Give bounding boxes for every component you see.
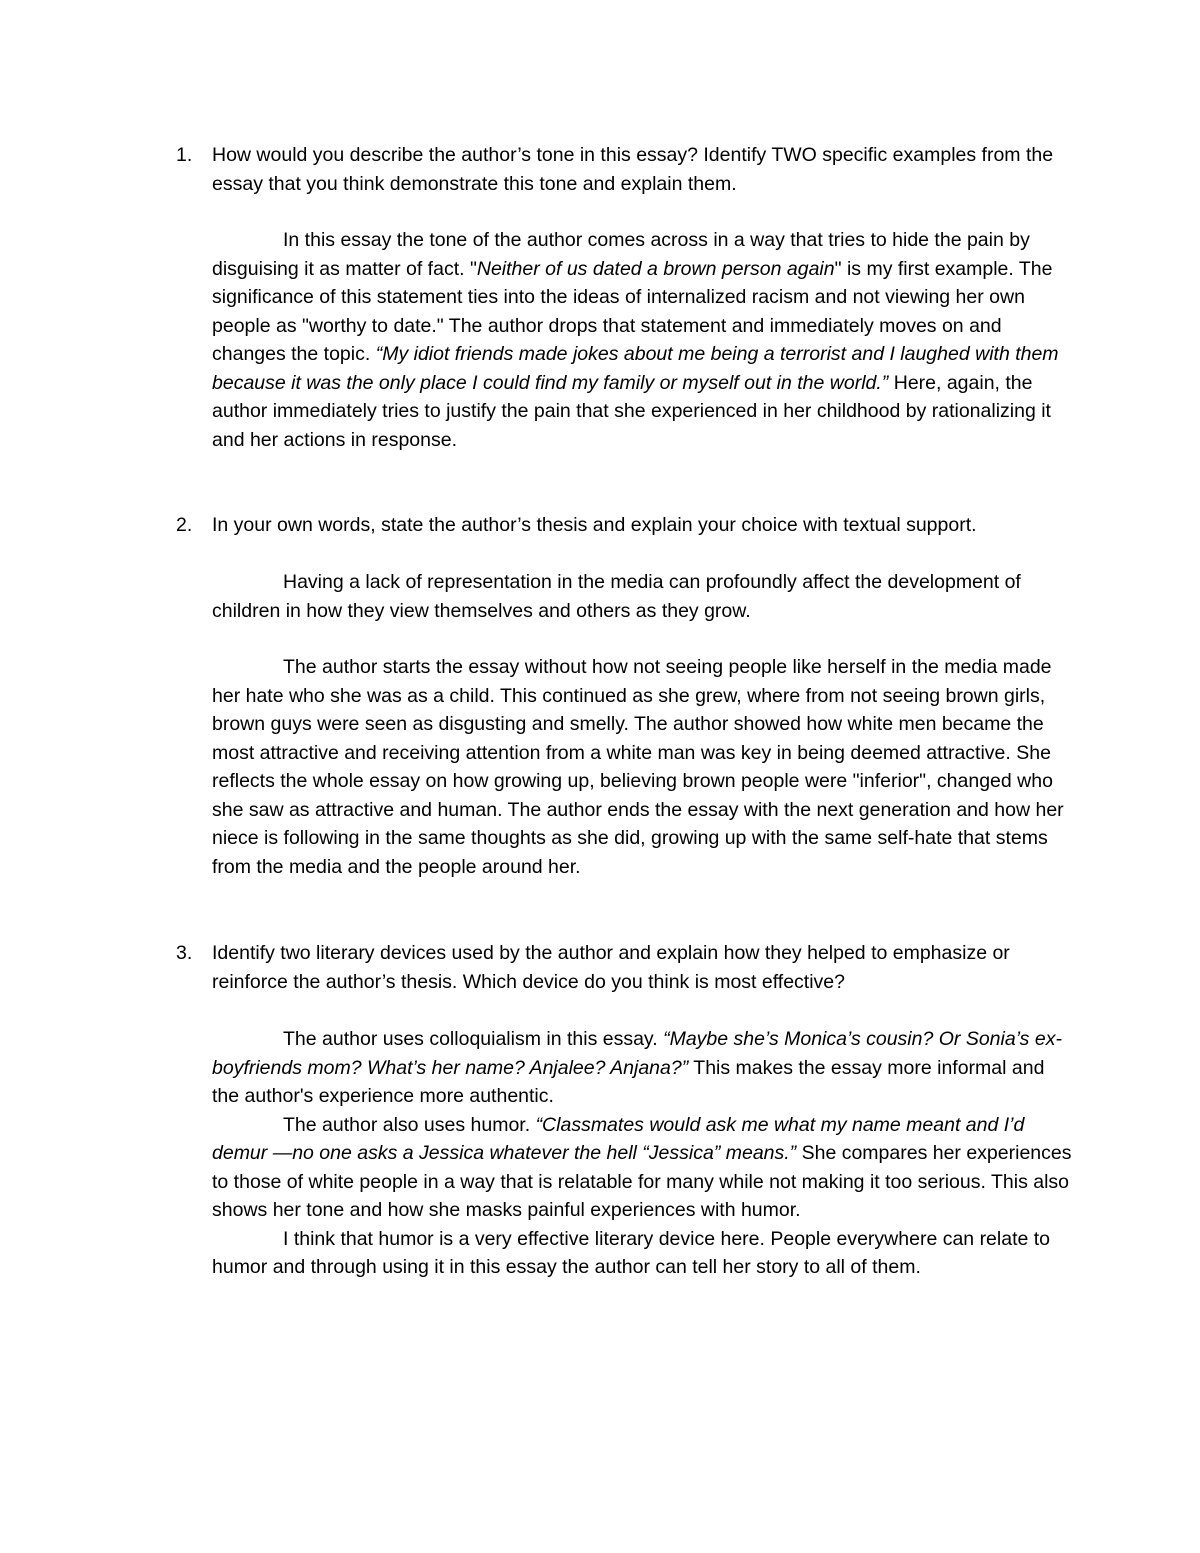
quote-text: Neither of us dated a brown person again — [476, 257, 835, 280]
answer-paragraph — [212, 1025, 1072, 1111]
question-prompt: How would you describe the author’s tone in this essay? Identify TWO specific examples from the essay that you think demonstrate this tone and explain them. — [212, 144, 1054, 195]
question-prompt: Identify two literary devices used by the author and explain how they helped to emphasize or reinforce the author’s thesis. Which device do you think is most effective? — [212, 942, 1010, 993]
question-number: 2. — [176, 514, 193, 536]
answer-text: The author uses colloquialism in this essay. — [283, 1028, 664, 1050]
question-number: 3. — [176, 942, 193, 964]
answer-text: The author also uses humor. — [283, 1113, 536, 1136]
quote-text: “Maybe she’s Monica’s cousin? Or Sonia’s ex-boyfriends mom? What’s her name? Anjalee? Anjana?” — [212, 1028, 1062, 1079]
answer-paragraph: Having a lack of representation in the media can profoundly affect the development of children in how they view themselves and others as they grow. — [212, 571, 1021, 622]
question-prompt: In your own words, state the author’s thesis and explain your choice with textual support. — [212, 514, 977, 536]
answer-text: In this essay the tone of the author comes across in a way that tries to hide the pain by disguising it as matter of fact. " — [212, 229, 1030, 280]
answer-text: " is my first example. The significance of this statement ties into the ideas of internalized racism and not viewing her own people as "worthy to date." The author drops that statement and immediately moves on and changes the topic. — [212, 257, 1053, 365]
quote-text: “Classmates would ask me what my name meant and I’d demur —no one asks a Jessica whatever the hell “Jessica” means.” — [212, 1113, 1025, 1164]
question-number: 1. — [176, 144, 193, 166]
answer-2-support — [212, 653, 1072, 881]
answer-1 — [212, 226, 1072, 454]
answer-2 — [212, 568, 1072, 625]
answer-paragraph: The author starts the essay without how not seeing people like herself in the media made her hate who she was as a child. This continued as she grew, where from not seeing brown girls, brown guys were seen as disgusting and smelly. The author showed how white men became the most attractive and receiving attention from a white man was key in being deemed attractive. She reflects the whole essay on how growing up, believing brown people were "inferior", changed who she saw as attractive and human. The author ends the essay with the next generation and how her niece is following in the same thoughts as she did, growing up with the same self-hate that stems from the media and the people around her. — [212, 656, 1064, 878]
answer-text: Here, again, the author immediately tries to justify the pain that she experienced in her childhood by rationalizing it and her actions in response. — [212, 371, 1051, 451]
answer-paragraph: I think that humor is a very effective literary device here. People everywhere can relate to humor and through using it in this essay the author can tell her story to all of them. — [212, 1227, 1051, 1278]
answer-text: She compares her experiences to those of white people in a way that is relatable for many while not making it too serious. This also shows her tone and how she masks painful experiences with humor. — [212, 1142, 1072, 1221]
quote-text: “My idiot friends made jokes about me being a terrorist and I laughed with them because it was the only place I could find my family or myself out in the world.” — [212, 343, 1059, 394]
answer-text: This makes the essay more informal and the author's experience more authentic. — [212, 1056, 1045, 1107]
answer-3 — [212, 1025, 1072, 1282]
answer-paragraph — [212, 1111, 1072, 1225]
answer-paragraph — [212, 226, 1072, 454]
